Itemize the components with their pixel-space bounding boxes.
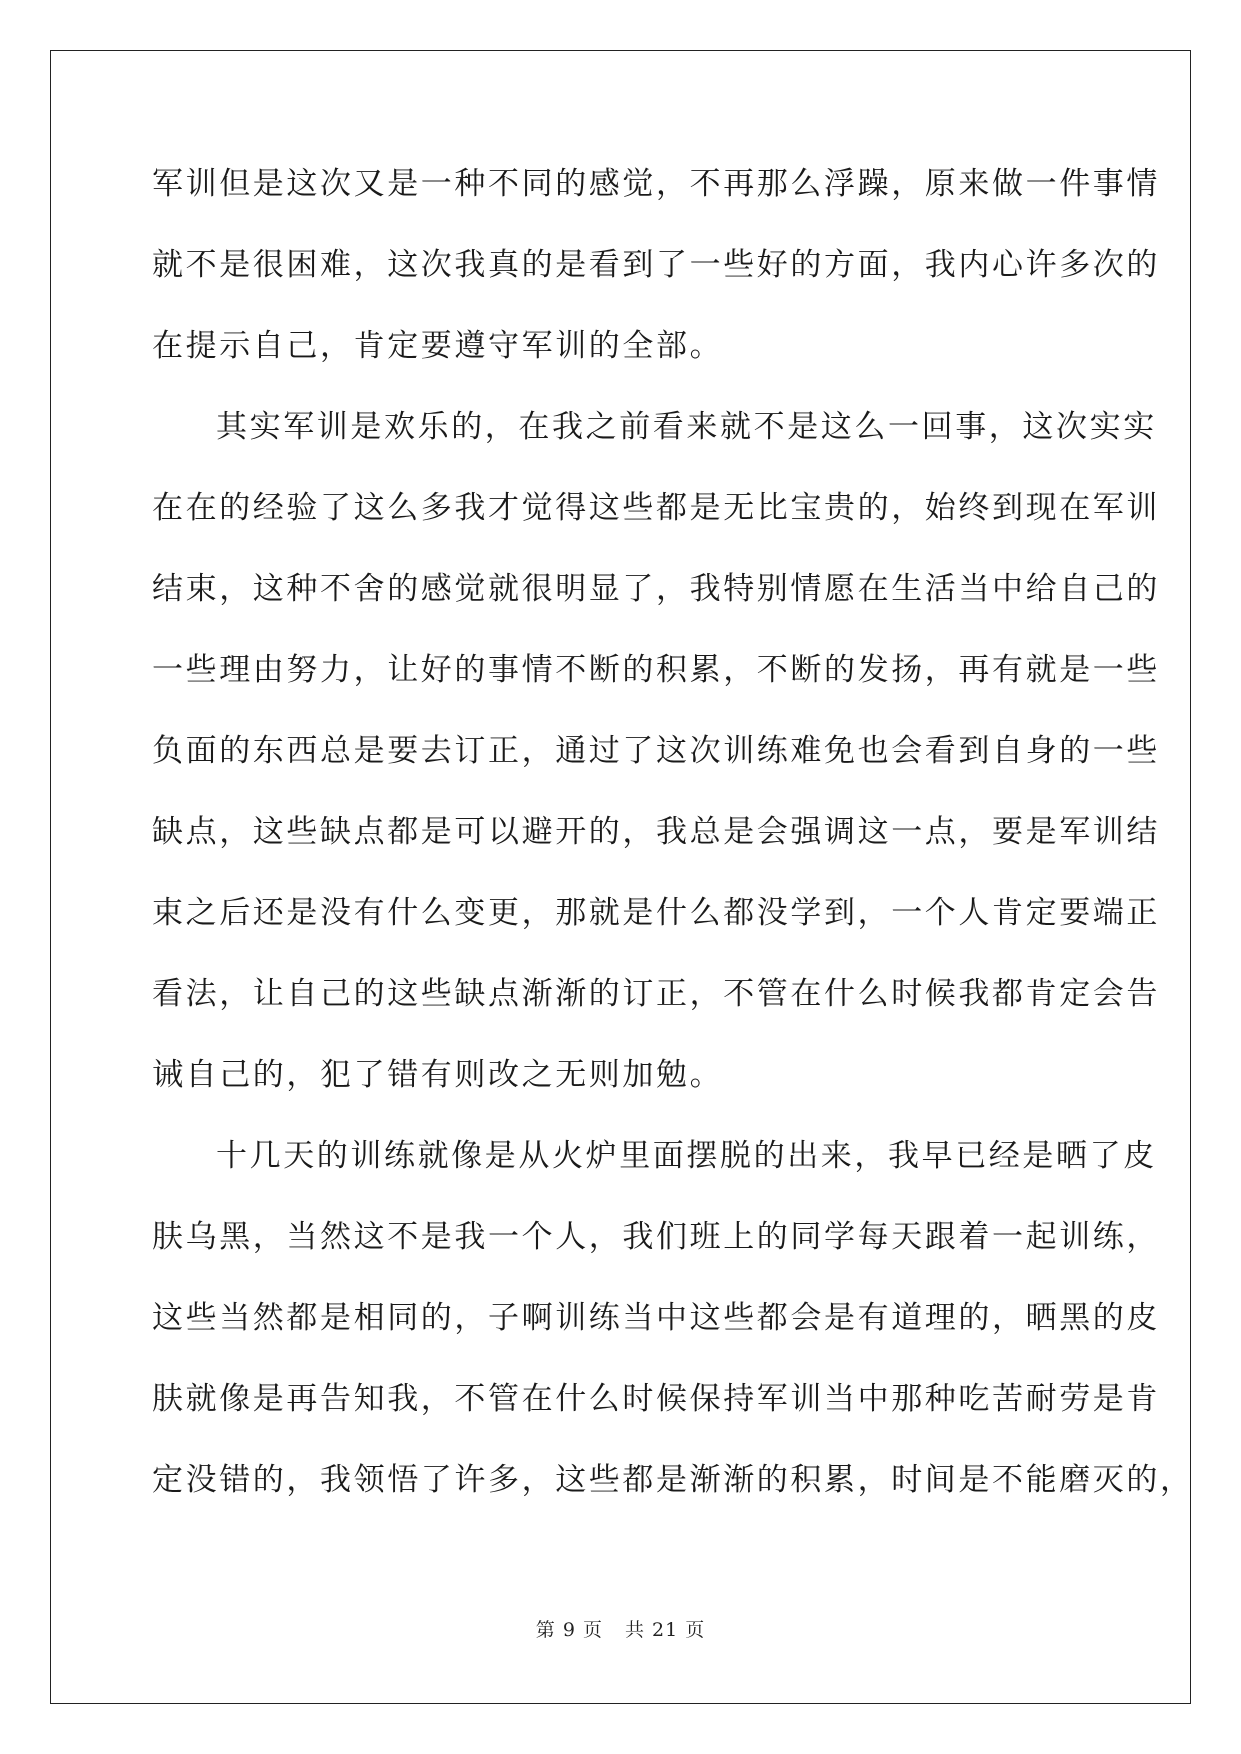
text-line: 定没错的，我领悟了许多，这些都是渐渐的积累，时间是不能磨灭的， [152,1462,1194,1498]
text-line: 诫自己的，犯了错有则改之无则加勉。 [152,1057,724,1093]
text-line: 结束，这种不舍的感觉就很明显了，我特别情愿在生活当中给自己的 [152,571,1160,607]
text-line: 军训但是这次又是一种不同的感觉，不再那么浮躁，原来做一件事情 [152,166,1160,202]
document-body [152,164,1194,1541]
text-line: 在提示自己，肯定要遵守军训的全部。 [152,328,724,364]
paragraph-first-line: 十几天的训练就像是从火炉里面摆脱的出来，我早已经是晒了皮 [216,1138,1157,1174]
page-number: 第 9 页 [535,1619,603,1641]
page-total: 共 21 页 [624,1619,706,1641]
text-line: 这些当然都是相同的，子啊训练当中这些都会是有道理的，晒黑的皮 [152,1300,1160,1336]
text-line: 就不是很困难，这次我真的是看到了一些好的方面，我内心许多次的 [152,247,1160,283]
text-line: 一些理由努力，让好的事情不断的积累，不断的发扬，再有就是一些 [152,652,1160,688]
text-line: 肤乌黑，当然这不是我一个人，我们班上的同学每天跟着一起训练， [152,1219,1160,1255]
text-line: 缺点，这些缺点都是可以避开的，我总是会强调这一点，要是军训结 [152,814,1160,850]
text-line: 束之后还是没有什么变更，那就是什么都没学到，一个人肯定要端正 [152,895,1160,931]
text-line: 看法，让自己的这些缺点渐渐的订正，不管在什么时候我都肯定会告 [152,976,1160,1012]
text-line: 负面的东西总是要去订正，通过了这次训练难免也会看到自身的一些 [152,733,1160,769]
paragraph-first-line: 其实军训是欢乐的，在我之前看来就不是这么一回事，这次实实 [216,409,1157,445]
page-footer [0,1615,1241,1642]
text-line: 肤就像是再告知我，不管在什么时候保持军训当中那种吃苦耐劳是肯 [152,1381,1160,1417]
text-line: 在在的经验了这么多我才觉得这些都是无比宝贵的，始终到现在军训 [152,490,1160,526]
